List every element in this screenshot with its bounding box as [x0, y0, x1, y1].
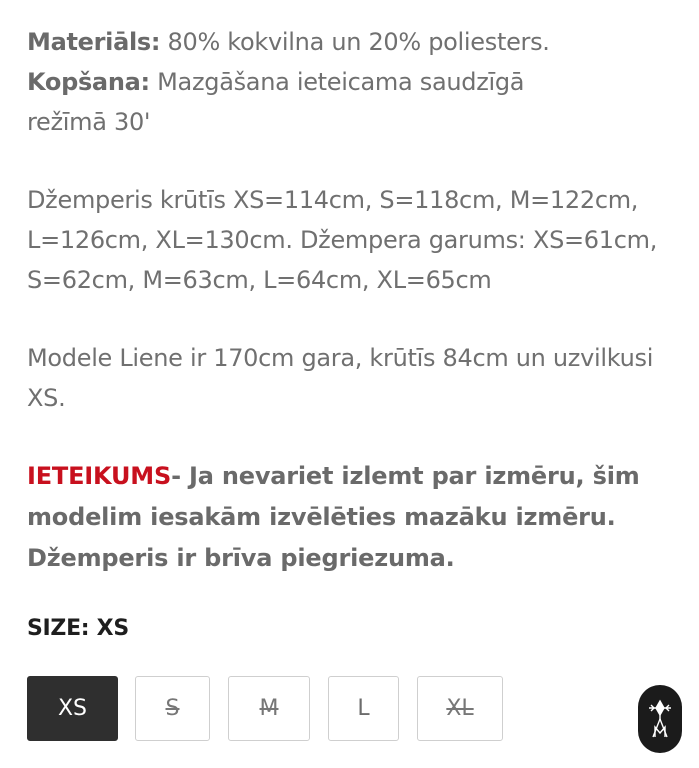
size-option-label: M	[259, 696, 279, 721]
material-label: Materiāls:	[27, 28, 161, 56]
product-description	[27, 22, 677, 603]
size-option-label: XL	[446, 696, 474, 721]
care-text: Mazgāšana ieteicama saudzīgā režīmā 30'	[27, 68, 525, 136]
material-care-paragraph	[27, 22, 587, 142]
brand-logo-icon	[645, 697, 675, 741]
measurements-paragraph: Džemperis krūtīs XS=114cm, S=118cm, M=122cm, L=126cm, XL=130cm. Džempera garums: XS=61cm, S=62cm, M=63cm, L=64cm, XL=65cm	[27, 186, 658, 294]
tip-text: - Ja nevariet izlemt par izmēru, šim modelim iesakām izvēlēties mazāku izmēru. Džemperis ir brīva piegriezuma.	[27, 462, 640, 572]
size-option-label: XS	[57, 696, 88, 721]
model-paragraph: Modele Liene ir 170cm gara, krūtīs 84cm un uzvilkusi XS.	[27, 344, 654, 412]
brand-chat-button[interactable]	[638, 685, 682, 753]
tip-paragraph	[27, 456, 677, 579]
size-option-xl[interactable]	[417, 676, 503, 741]
size-option-label: L	[357, 696, 370, 721]
size-option-m[interactable]	[228, 676, 310, 741]
size-option-xs[interactable]	[27, 676, 118, 741]
material-text: 80% kokvilna un 20% poliesters.	[160, 28, 550, 56]
size-heading: SIZE: XS	[27, 616, 129, 641]
care-label: Kopšana:	[27, 68, 150, 96]
size-option-label: S	[165, 696, 180, 721]
size-option-l[interactable]	[328, 676, 399, 741]
size-option-s[interactable]	[135, 676, 210, 741]
tip-label: IETEIKUMS	[27, 462, 172, 490]
